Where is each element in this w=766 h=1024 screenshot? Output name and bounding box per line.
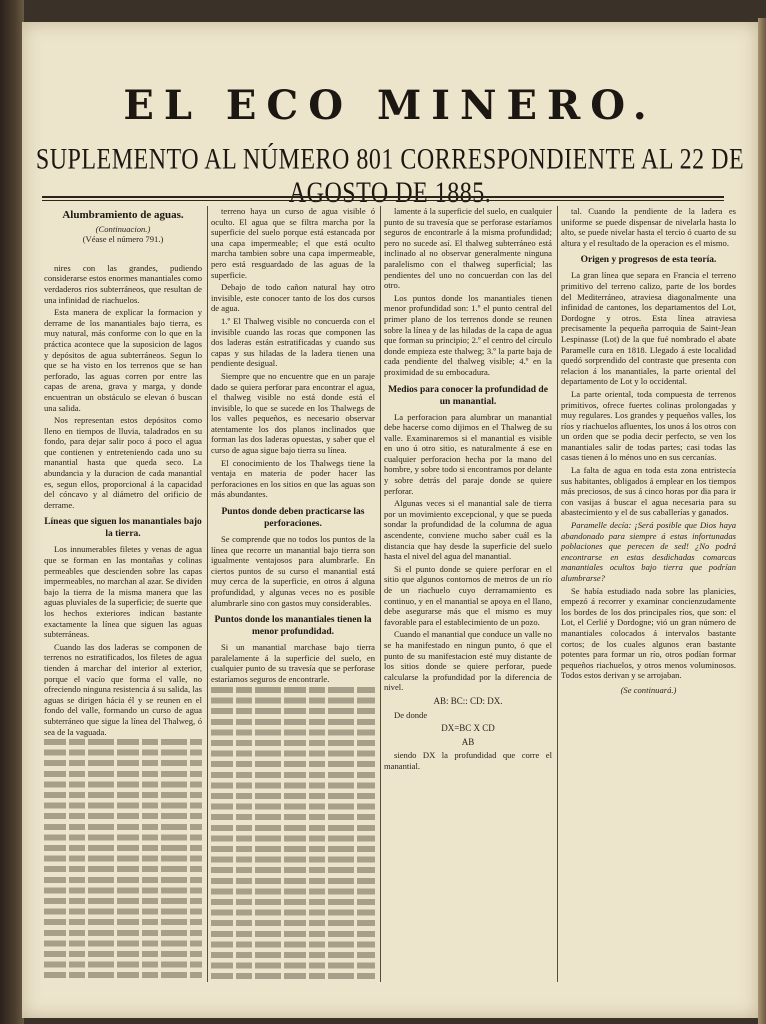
see-reference: (Véase el número 791.) [82, 234, 164, 245]
paragraph: La parte oriental, toda compuesta de terrenos primitivos, ofrece fuertes colinas prolongadas y muy regulares. Los grandes y pequeños valles, los ríos y riachuelos afluentes, los unos á los otros con un orden que se podia decir perfecto, se ven los manantiales salir de todas partes; casi todas las casas tienen á lo ménos uno en sus cercanías. [561, 388, 736, 463]
dense-text-block [211, 687, 375, 982]
paragraph: El conocimiento de los Thalwegs tiene la ventaja en materia de poder hacer las perforaciones en los sitios en que las aguas son más abundantes. [211, 457, 375, 500]
masthead-rule-thin [42, 200, 724, 201]
paragraph: 1.º El Thalweg visible no concuerda con el invisible cuando las rocas que componen las dos laderas están estratificadas y cuando sus capas y sus hiladas de la ladera tienen una pendiente desigual. [211, 315, 375, 369]
page-edge [758, 18, 766, 1024]
paragraph: terreno haya un curso de agua visible ó oculto. El agua que se filtra marcha por la superficie del suelo porque está estancada por una capa impermeable; el que está oculto marcha tambien sobre una capa impermeable, pero está resguardado de las aguas de la superficie. [211, 206, 375, 280]
column-2 [211, 206, 375, 982]
paragraph: Debajo de todo cañon natural hay otro invisible, este conocer tanto de los dos cursos de agua. [211, 282, 375, 314]
paragraph: lamente á la superficie del suelo, en cualquier punto de su travesía que se perforase estaríamos seguros de encontrarle á la misma profundidad; pero no sucede así. El thalweg subterráneo está inclinado al no observar generalmente ninguna paralelismo con el thalweg superficial; las pendientes del uno no concuerdan con las del otro. [384, 206, 552, 291]
section-heading: Origen y progresos de esta teoría. [580, 255, 717, 266]
paragraph: Los innumerables filetes y venas de agua que se forman en las montañas y colinas permeables que descienden sobre las capas impermeables, no marchan al azar. Se dividen bajo la tierra de la misma manera que las aguas pluviales de la superficie; de suerte que los hechos exteriores indican bastante exactamente la línea que siguen las aguas subterráneas. [44, 544, 202, 640]
paragraph: La gran línea que separa en Francia el terreno primitivo del terreno calizo, parte de los bordes del Mediterráneo, atraviesa diagonalmente una infinidad de cantones, los departamentos del Lot, Dordogne y otros. Esta línea atraviesa precisamente la pequeña parroquia de Saint-Jean Lespinasse (Lot) de la que fué nombrado el abate Paramelle cura en 1818. Llegado á este localidad quedó sorprendido del contraste que presenta con relacion á los manantiales, la parte oriental del departamento de Lot y lo occidental. [561, 270, 736, 387]
section-heading: Líneas que siguen los manantiales bajo la tierra. [44, 517, 202, 540]
column-divider [380, 206, 381, 982]
continued-note: (Continuacion.) [95, 223, 151, 234]
dense-text-block [44, 739, 202, 982]
column-divider [207, 206, 208, 982]
paragraph: Siempre que no encuentre que en un paraje dado se quiera perforar para encontrar el agua, el thalweg visible no está donde está el invisible, lo que se sucede en los Thalwegs de los valles pequeños, es necesario observar atentamente los dos planos inclinados que forman las dos laderas opuestas, y saber que el curso de agua sigue bajo tierra su línea. [211, 370, 375, 456]
paragraph: Los puntos donde los manantiales tienen menor profundidad son: 1.º el punto central del primer plano de los terrenos donde se reunen sobre la línea y de las hiladas de la capa de agua que forman su principio; 2.º el centro del círculo donde empieza este thalweg; 3.º la parte baja de cada pendiente del thalweg visible; 4.º en la proximidad de su embocadura. [384, 292, 552, 377]
paragraph: Esta manera de explicar la formacion y derrame de los manantiales bajo tierra, es muy natural, más conforme con lo que en la práctica acontece que la suposicion de lagos y depósitos de agua subterráneos. Segun lo que se ha visto en los terrenos que se han perforado, las aguas corren por entre las capas de arena, grava y marga, y donde encuentran un obstáculo se elevan ó buscan una salida. [44, 307, 202, 413]
book-binding [0, 0, 24, 1024]
section-heading: Puntos donde los manantiales tienen la menor profundidad. [214, 615, 372, 638]
column-1 [44, 206, 202, 982]
masthead-rule [42, 196, 724, 198]
paragraph: Si el punto donde se quiere perforar en el sitio que algunos contornos de metros de un río de un riachuelo cuyo derramamiento es continuo, y en el manantial se apoya en el llano, debe asegurarse más que el mismo es muy favorable para el establecimiento de un pozo. [384, 563, 552, 627]
continuation-note: (Se continuará.) [620, 684, 677, 695]
article-heading: Alumbramiento de aguas. [62, 209, 184, 221]
column-divider [557, 206, 558, 982]
section-heading: Puntos donde deben practicarse las perforaciones. [221, 507, 365, 530]
formula-denominator: AB [461, 736, 475, 747]
paragraph: Nos representan estos depósitos como lleno en tiempos de lluvia, taladrados en su fondo, para dejar salir poco á poco el agua que contienen y entreteniendo cada uno su manantial hasta que queda seco. La abundancia y la duracion de cada manantial es, segun ellos, proporcional á la capacidad del cóncavo y al diámetro del orificio de derrame. [44, 415, 202, 510]
paragraph-quote: Paramelle decía: ¡Será posible que Dios haya abandonado para siempre á estas infortunadas poblaciones que perecen de sed! ¿No podrá encontrarse en estas desdichadas comarcas manantiales ocultos bajo tierra que podrían alumbrarse? [561, 520, 736, 583]
paragraph: La falta de agua en toda esta zona entristecía sus habitantes, obligados á emplear en los tiempos más preciosos, de sus á cinco horas por dia para ir con vasijas á buscar el agua necesaria para su abastecimiento y el de sus caballerías y ganados. [561, 465, 736, 518]
supplement-subtitle: SUPLEMENTO AL NÚMERO 801 CORRESPONDIENTE AL 22 DE AGOSTO DE 1885. [35, 143, 745, 210]
paragraph: tal. Cuando la pendiente de la ladera es uniforme se puede dispensar de nivelarla hasta lo alto, se puede nivelar hasta el tercio ó cuarto de su altura y el resultado de la operacion es el mismo. [561, 206, 736, 248]
paragraph: Si un manantial marchase bajo tierra paralelamente á la superficie del suelo, en cualquier punto de su travesía que se perforase estaríamos seguros de encontrarle. [211, 642, 375, 684]
formula-result: DX=BC X CD [441, 723, 495, 734]
paragraph: La perforacion para alumbrar un manantial debe hacerse como dijimos en el Thalweg de su valle. Examinaremos si el manantial es visible en uno ú otro sitio, es naturalmente á ese en cualquier perforacion hecha por la mano del hombre, y sobre todo si encontramos por delante y sobre detrás del paraje donde se quiere perforar. [384, 411, 552, 496]
paragraph: Se comprende que no todos los puntos de la línea que recorre un manantial bajo tierra son igualmente ventajosos para alumbrarle. En ciertos puntos de su curso el manantial está muy cerca de la superficie, en otros á alguna profundidad, y algunas veces no es posible alumbrarle sino con gastos muy considerables. [211, 534, 375, 608]
paragraph: Cuando el manantial que conduce un valle no se ha manifestado en ningun punto, ó que el punto de su manifestacion esté muy distante de los sitios donde se quiere perforar, puede calcularse la profundidad por la diferencia de nivel. [384, 629, 552, 693]
paragraph: Cuando las dos laderas se componen de terrenos no estratificados, los filetes de agua tienden á marchar del interior al exterior, porque el vacío que forma el valle, no ofreciendo ninguna resistencia á su salida, las aguas se dirigen hácia él y se reunen en el fondo del valle, formando un curso de agua subterráneo que sigue la línea del Thalweg, ó sea de la vaguada. [44, 641, 202, 737]
newspaper-title: EL ECO MINERO. [123, 82, 657, 129]
article-columns [44, 206, 736, 982]
paragraph: Algunas veces si el manantial sale de tierra por un movimiento excepcional, y que se pueda sondar la profundidad de la columna de agua ascendente, conviene mucho saber cuál es la distancia que hay desde la superficie del suelo hasta el nivel del agua del manantial. [384, 498, 552, 562]
formula-proportion: AB: BC:: CD: DX. [433, 695, 503, 706]
paragraph: nires con las grandes, pudiendo considerarse estos enormes manantiales como verdaderos rios subterráneos, que resultan de una infinidad de riachuelos. [44, 262, 202, 305]
paragraph: Se había estudiado nada sobre las planicies, empezó á recorrer y examinar concienzudamente los bordes de los dos principales ríos, que son: el Lot, el Cerlié y Dordogne; vió un gran número de manantiales colocados á intervalos bastante cortos; de los cuales algunos eran bastante potentes para formar un río, otros podían formar pequeños riachuelos, y otros menos voluminosos. Todos estos derivan y se arrojaban. [561, 585, 736, 681]
formula-label: De donde [394, 709, 428, 720]
paragraph: siendo DX la profundidad que corre el manantial. [384, 750, 552, 771]
newspaper-page [22, 22, 758, 1018]
column-4 [561, 206, 736, 982]
column-3 [384, 206, 552, 982]
section-heading: Medios para conocer la profundidad de un manantial. [388, 384, 548, 407]
